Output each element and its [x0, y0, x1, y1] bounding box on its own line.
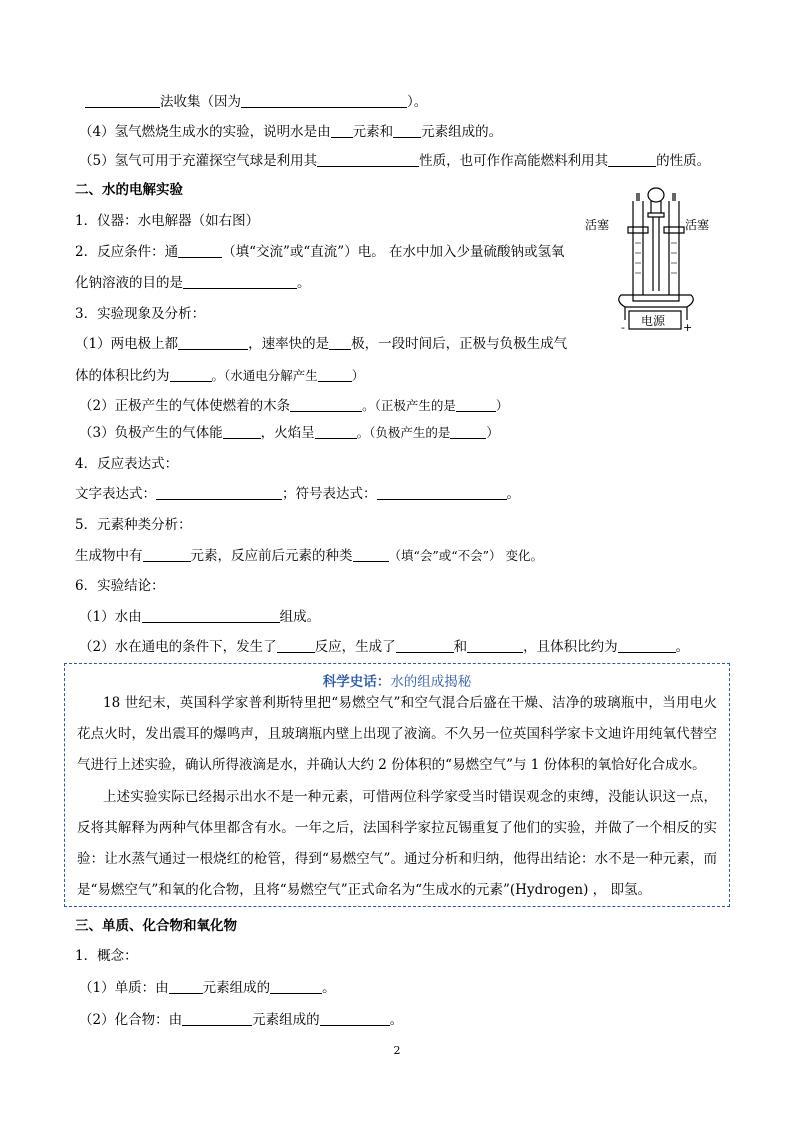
negative-electrode-line: （3）负极产生的气体能 ，火焰呈 。（负极产生的是 ）: [79, 425, 499, 441]
q5-line: （5）氢气可用于充灌探空气球是利用其 性质，也可作作高能燃料利用其 的性质。: [79, 153, 711, 169]
conclusion-heading: 6．实验结论：: [75, 578, 165, 594]
blank[interactable]: [170, 367, 212, 382]
blank[interactable]: [618, 638, 676, 653]
story-title: 科学史话：水的组成揭秘: [322, 674, 472, 690]
power-label: 电源: [641, 314, 666, 328]
blank[interactable]: [450, 424, 486, 439]
blank[interactable]: [178, 243, 222, 258]
blank[interactable]: [456, 397, 496, 412]
expression-line: 文字表达式： ；符号表达式： 。: [75, 486, 520, 502]
blank[interactable]: [85, 93, 160, 108]
blank[interactable]: [317, 152, 419, 167]
expression-heading: 4．反应表达式：: [75, 456, 179, 472]
blank[interactable]: [377, 485, 507, 500]
blank[interactable]: [143, 547, 191, 562]
blank[interactable]: [315, 424, 357, 439]
story-paragraph-2: 上述实验实际已经揭示出水不是一种元素，可惜两位科学家受当时错误观念的束缚，没能认识这一点，反将其解释为两种气体里都含有水。一年之后，法国科学家拉瓦锡重复了他们的实验，并做了一个相反的实验：让水蒸气通过一根烧红的枪管，得到“易燃空气”。通过分析和归纳，他得出结论：水不是一种元素，而是“易燃空气”和氧的化合物，且将“易燃空气”正式命名为“生成水的元素”(Hydrogen) ， 即氢。: [77, 789, 717, 898]
electrolysis-apparatus-icon: [585, 183, 715, 333]
blank[interactable]: [290, 397, 362, 412]
blank[interactable]: [318, 367, 352, 382]
blank[interactable]: [182, 1011, 252, 1026]
right-stopcock-label: 活塞: [685, 218, 710, 232]
instrument-line: 1．仪器：水电解器（如右图）: [75, 213, 260, 229]
story-paragraph-1: 18 世纪末，英国科学家普利斯特里把“易燃空气”和空气混合后盛在干燥、洁净的玻璃瓶中，当用电火花点火时，发出震耳的爆鸣声，且玻璃瓶内壁上出现了液滴。不久另一位英国科学家卡文迪许用纯氧代替空气进行上述实验，确认所得液滴是水，并确认大约 2 份体积的“易燃空气”与 1 份体积的氧恰好化合成水。: [77, 695, 717, 773]
condition-line: 2．反应条件：通 （填“交流”或“直流”）电。 在水中加入少量硫酸钠或氢氧: [75, 244, 565, 260]
q4-line: （4）氢气燃烧生成水的实验，说明水是由 元素和 元素组成的。: [79, 124, 503, 140]
purpose-line: 化钠溶液的目的是 。: [75, 275, 311, 291]
section-3-title: 三、单质、化合物和氧化物: [75, 918, 237, 934]
minus-sign: -: [621, 321, 625, 333]
volume-ratio-line: 体的体积比约为 。（水通电分解产生 ）: [75, 368, 365, 384]
blank[interactable]: [467, 638, 523, 653]
blank[interactable]: [331, 123, 353, 138]
blank[interactable]: [241, 93, 407, 108]
element-analysis-heading: 5．元素种类分析：: [75, 517, 192, 533]
blank[interactable]: [396, 638, 454, 653]
blank[interactable]: [270, 979, 322, 994]
blank[interactable]: [169, 979, 203, 994]
fill-line-collection: 法收集（因为 ）。: [85, 92, 427, 112]
blank[interactable]: [223, 424, 261, 439]
blank[interactable]: [178, 335, 248, 350]
blank[interactable]: [183, 274, 297, 289]
blank[interactable]: [142, 608, 280, 623]
electrolysis-apparatus-figure: [585, 183, 715, 333]
blank[interactable]: [329, 335, 351, 350]
element-definition: （1）单质：由 元素组成的 。: [79, 980, 336, 996]
page-number: 2: [393, 1044, 401, 1057]
blank[interactable]: [277, 638, 315, 653]
section-2-title: 二、水的电解实验: [75, 182, 183, 198]
blank[interactable]: [393, 123, 421, 138]
compound-definition: （2）化合物：由 元素组成的 。: [79, 1012, 404, 1028]
plus-sign: +: [683, 321, 693, 333]
blank[interactable]: [156, 485, 282, 500]
blank[interactable]: [608, 152, 656, 167]
positive-electrode-line: （2）正极产生的气体使燃着的木条 。（正极产生的是 ）: [79, 398, 509, 414]
element-analysis-line: 生成物中有 元素，反应前后元素的种类 （填“会”或“不会”） 变化。: [75, 548, 544, 564]
concept-heading: 1．概念：: [75, 948, 138, 964]
conclusion-1: （1）水由 组成。: [79, 609, 321, 625]
conclusion-2: （2）水在通电的条件下，发生了 反应，生成了 和 ，且体积比约为 。: [79, 639, 690, 655]
blank[interactable]: [320, 1011, 390, 1026]
left-stopcock-label: 活塞: [585, 218, 610, 232]
phenomenon-heading: 3．实验现象及分析：: [75, 306, 206, 322]
blank[interactable]: [353, 547, 389, 562]
science-history-box: [64, 663, 730, 907]
phenomenon-1: （1）两电极上都 ，速率快的是 极，一段时间后，正极与负极生成气: [75, 336, 568, 352]
